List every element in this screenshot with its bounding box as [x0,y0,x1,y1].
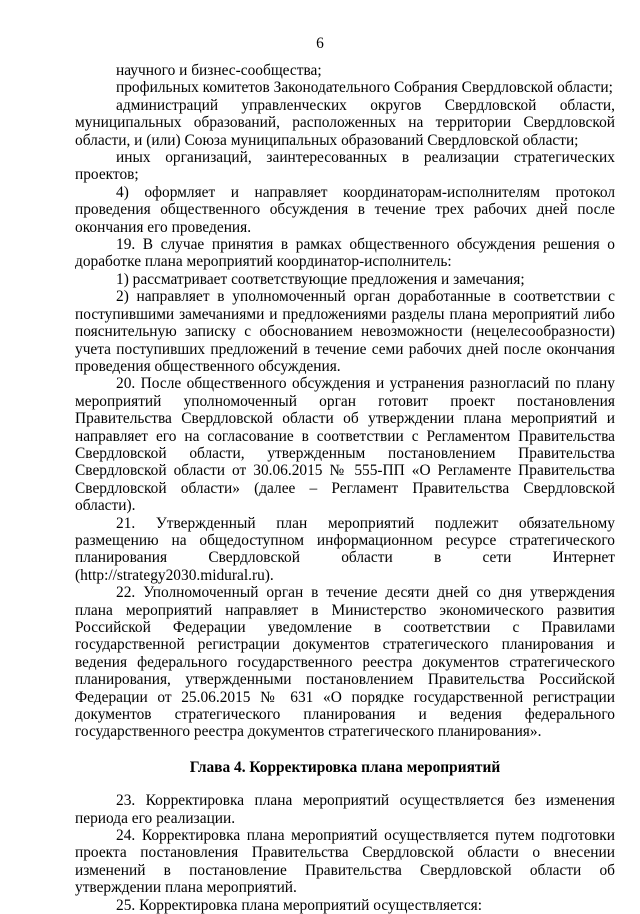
paragraph: профильных комитетов Законодательного Собрания Свердловской области; [116,79,613,97]
paragraph: 20. После общественного обсуждения и устранения разногласий по плану мероприятий уполномоченный орган готовит проект постановления Правительства Свердловской области об утверждении плана мероприятий и направляет его на согласование в соответствии с Регламентом Правительства Свердловской области, утвержденным постановлением Правительства Свердловской области от 30.06.2015 № 555-ПП «О Регламенте Правительства Свердловской области» (далее – Регламент Правительства Свердловской области). [75,375,615,515]
paragraph: 1) рассматривает соответствующие предложения и замечания; [116,270,525,288]
paragraph: 21. Утвержденный план мероприятий подлежит обязательному размещению на общедоступном информационном ресурсе стратегического планирования Свердловской области в сети Интернет (http://strategy2030.midural.ru). [75,514,615,584]
page-number: 6 [316,35,324,52]
paragraph-group-top [75,62,615,741]
paragraph: администраций управленческих округов Свердловской области, муниципальных образований, расположенных на территории Свердловской области, и (или) Союза муниципальных образований Свердловской области; [75,96,615,149]
paragraph: 25. Корректировка плана мероприятий осуществляется: [116,896,483,914]
paragraph: научного и бизнес-сообщества; [116,62,322,79]
document-body [75,62,615,914]
paragraph-group-bottom [75,792,615,914]
paragraph: 2) направляет в уполномоченный орган доработанные в соответствии с поступившими замечаниями и предложениями разделы плана мероприятий либо пояснительную записку с обоснованием невозможности (нецелесообразности) учета поступивших предложений в течение семи рабочих дней после окончания проведения общественного обсуждения. [75,288,615,375]
paragraph: 4) оформляет и направляет координаторам-исполнителям протокол проведения общественного обсуждения в течение трех рабочих дней после окончания его проведения. [75,183,615,236]
paragraph: 23. Корректировка плана мероприятий осуществляется без изменения периода его реализации. [75,792,615,827]
paragraph: 24. Корректировка плана мероприятий осуществляется путем подготовки проекта постановления Правительства Свердловской области о внесении изменений в постановление Правительства Свердловской области об утверждении плана мероприятий. [75,827,615,897]
paragraph: 22. Уполномоченный орган в течение десяти дней со дня утверждения плана мероприятий направляет в Министерство экономического развития Российской Федерации уведомление в соответствии с Правилами государственной регистрации документов стратегического планирования и ведения федерального государственного реестра документов стратегического планирования, утвержденными постановлением Правительства Российской Федерации от 25.06.2015 № 631 «О порядке государственной регистрации документов стратегического планирования и ведения федерального государственного реестра документов стратегического планирования». [75,584,615,741]
chapter-heading: Глава 4. Корректировка плана мероприятий [189,758,501,776]
paragraph: иных организаций, заинтересованных в реализации стратегических проектов; [75,149,615,184]
paragraph: 19. В случае принятия в рамках общественного обсуждения решения о доработке плана мероприятий координатор-исполнитель: [75,236,615,271]
